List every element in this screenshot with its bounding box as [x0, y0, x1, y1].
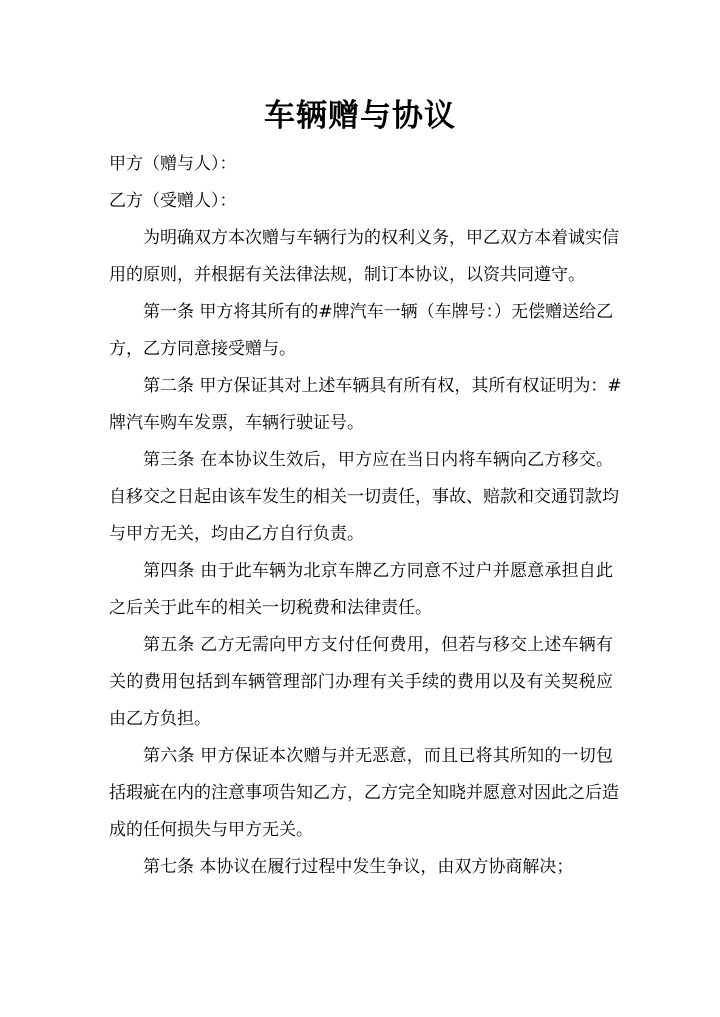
- party-b-label: 乙方（受赠人）：: [109, 191, 237, 211]
- article-6: [109, 738, 619, 849]
- paragraph-line: 第四条 由于此车辆为北京车牌乙方同意不过户并愿意承担自此: [143, 561, 613, 581]
- paragraph-line: 由乙方负担。: [109, 709, 211, 729]
- article-5: [109, 627, 613, 738]
- paragraph-line: 牌汽车购车发票，车辆行驶证号。: [109, 413, 364, 433]
- paragraph-line: 第五条 乙方无需向甲方支付任何费用，但若与移交上述车辆有: [143, 635, 613, 655]
- paragraph-line: 成的任何损失与甲方无关。: [109, 820, 313, 840]
- paragraph-line: 与甲方无关，均由乙方自行负责。: [109, 524, 364, 544]
- paragraph-line: 方，乙方同意接受赠与。: [109, 339, 296, 359]
- paragraph-line: 第七条 本协议在履行过程中发生争议，由双方协商解决；: [143, 857, 574, 877]
- article-2: [109, 368, 622, 442]
- paragraph-purpose: [109, 220, 619, 294]
- paragraph-line: 用的原则，并根据有关法律法规，制订本协议，以资共同遵守。: [109, 265, 585, 285]
- document-body: [109, 146, 622, 886]
- document-title: 车辆赠与协议: [264, 98, 456, 134]
- paragraph-line: 第二条 甲方保证其对上述车辆具有所有权，其所有权证明为：#: [143, 376, 622, 396]
- paragraph-line: 关的费用包括到车辆管理部门办理有关手续的费用以及有关契税应: [109, 672, 613, 692]
- paragraph-line: 之后关于此车的相关一切税费和法律责任。: [109, 598, 432, 618]
- paragraph-line: 括瑕疵在内的注意事项告知乙方，乙方完全知晓并愿意对因此之后造: [109, 783, 619, 803]
- article-3: [109, 442, 619, 553]
- article-7: [109, 849, 613, 886]
- paragraph-line: 自移交之日起由该车发生的相关一切责任，事故、赔款和交通罚款均: [109, 487, 619, 507]
- paragraph-line: 为明确双方本次赠与车辆行为的权利义务，甲乙双方本着诚实信: [143, 228, 619, 248]
- paragraph-line: 第六条 甲方保证本次赠与并无恶意，而且已将其所知的一切包: [143, 746, 613, 766]
- article-1: [109, 294, 613, 368]
- paragraph-line: 第一条 甲方将其所有的#牌汽车一辆（车牌号：）无偿赠送给乙: [143, 302, 614, 322]
- article-4: [109, 553, 613, 627]
- party-a-label: 甲方（赠与人）：: [109, 154, 237, 174]
- paragraph-line: 第三条 在本协议生效后，甲方应在当日内将车辆向乙方移交。: [143, 450, 613, 470]
